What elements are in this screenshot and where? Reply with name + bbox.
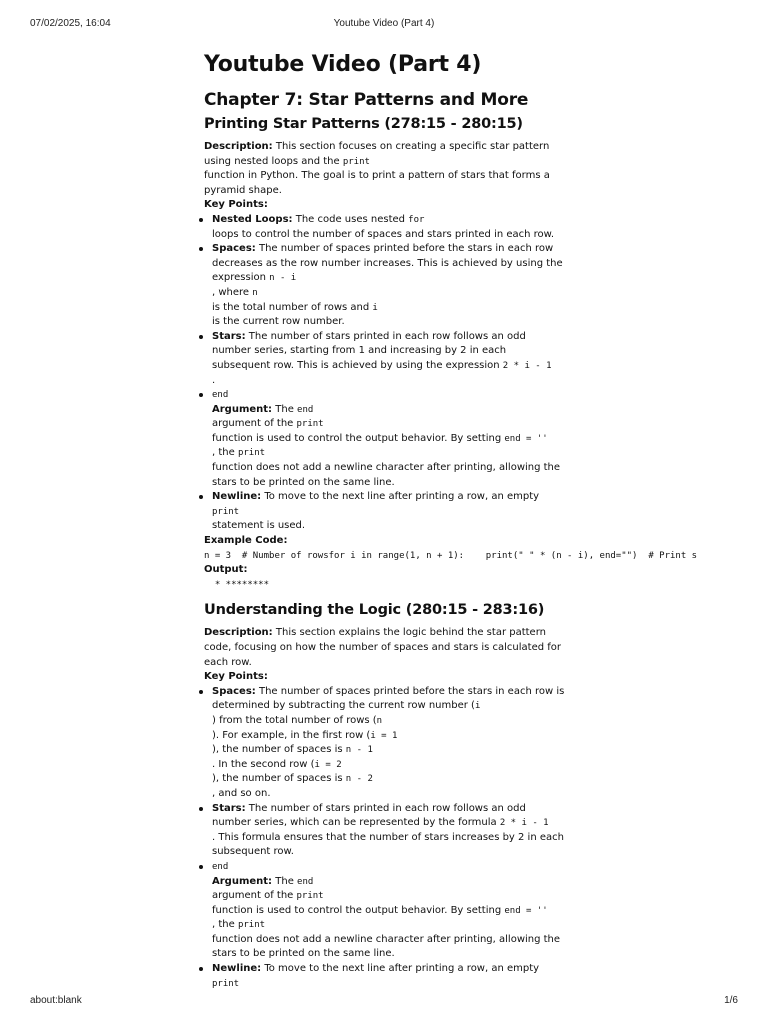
inline-code: print — [342, 156, 370, 167]
inline-code: i — [474, 701, 481, 712]
inline-code: n - i — [269, 273, 297, 284]
item-text: function does not add a newline character after printing, allowing the stars to be printed on the same line. — [212, 462, 561, 488]
item-text: is the total number of rows and — [212, 301, 373, 313]
item-label: Argument: — [212, 403, 273, 415]
inline-code: i — [372, 302, 378, 313]
item-text: function is used to control the output behavior. By setting — [212, 904, 505, 916]
inline-code: print — [296, 419, 324, 430]
list-item-stars — [204, 330, 566, 388]
section1-description — [204, 140, 566, 213]
item-label: Stars: — [212, 330, 246, 342]
inline-code: end — [212, 861, 229, 872]
item-text: ), the number of spaces is — [212, 773, 346, 785]
item-text: To move to the next line after printing a row, an empty — [261, 963, 540, 975]
item-label: Spaces: — [212, 243, 256, 255]
inline-code: end — [297, 404, 314, 415]
section2-description — [204, 626, 566, 684]
inline-code: i = 1 — [370, 730, 398, 741]
list-item-nested-loops — [204, 213, 566, 242]
item-label: Newline: — [212, 491, 262, 503]
item-text: . — [212, 374, 216, 386]
inline-code: 2 * i - 1 — [502, 360, 552, 371]
description-text: This section focuses on creating a specific star pattern using nested loops and the — [204, 141, 550, 167]
item-text: argument of the — [212, 890, 297, 902]
section2-key-points — [204, 685, 734, 991]
item-text: The number of spaces printed before the stars in each row decreases as the row number increases. This is achieved by using the expression — [212, 243, 563, 284]
print-datetime: 07/02/2025, 16:04 — [30, 18, 111, 29]
key-points-label: Key Points: — [204, 199, 268, 211]
output-label: Output: — [204, 564, 248, 576]
example-code-block: n = 3 # Number of rowsfor i in range(1, n + 1): print(" " * (n - i), end="") # Print s — [204, 550, 698, 561]
item-text: . This formula ensures that the number of stars increases by 2 in each subsequent row. — [212, 831, 564, 858]
print-tab-title: Youtube Video (Part 4) — [333, 18, 435, 29]
item-text: , where — [212, 286, 253, 298]
list-item-spaces — [204, 242, 566, 330]
list-item-newline — [204, 490, 566, 534]
item-label: Newline: — [212, 963, 262, 975]
list-item-end-argument — [204, 388, 566, 490]
item-text: The number of stars printed in each row follows an odd number series, which can be represented by the formula — [212, 802, 526, 829]
inline-code: print — [212, 506, 240, 517]
page-title: Youtube Video (Part 4) — [204, 52, 482, 77]
print-url: about:blank — [30, 995, 82, 1006]
key-points-label: Key Points: — [204, 671, 268, 683]
section-heading-understanding-logic: Understanding the Logic (280:15 - 283:16) — [204, 602, 545, 619]
output-code-block: * ******** — [204, 579, 270, 590]
item-text: function does not add a newline character after printing, allowing the stars to be printed on the same line. — [212, 933, 561, 960]
document-body — [204, 50, 734, 991]
item-text: . In the second row ( — [212, 758, 315, 770]
list-item-newline — [204, 962, 566, 991]
inline-code: end — [212, 390, 229, 401]
print-footer — [30, 995, 738, 1009]
item-text: ), the number of spaces is — [212, 744, 346, 756]
item-text: loops to control the number of spaces and stars printed in each row. — [212, 228, 555, 240]
inline-code: for — [408, 214, 425, 225]
item-text: statement is used. — [212, 520, 306, 532]
item-label: Stars: — [212, 802, 246, 814]
example-code-label: Example Code: — [204, 535, 288, 547]
item-text: , and so on. — [212, 787, 271, 799]
item-text: To move to the next line after printing a row, an empty — [261, 491, 540, 503]
list-item-stars — [204, 802, 566, 860]
inline-code: i = 2 — [314, 759, 342, 770]
inline-code: print — [296, 891, 324, 902]
item-text: ). For example, in the first row ( — [212, 729, 371, 741]
item-text: The number of stars printed in each row follows an odd number series, starting from 1 and increasing by 2 in each subsequent row. This is achieved by using the expression — [212, 330, 526, 371]
print-header — [30, 18, 738, 32]
inline-code: print — [212, 978, 240, 989]
page-number: 1/6 — [724, 995, 738, 1006]
description-text: function in Python. The goal is to print a pattern of stars that forms a pyramid shape. — [204, 170, 550, 196]
list-item-spaces — [204, 685, 566, 802]
inline-code: print — [237, 448, 266, 459]
item-label: Nested Loops: — [212, 213, 293, 225]
item-label: Argument: — [212, 875, 273, 887]
inline-code: n — [376, 715, 383, 726]
inline-code: end = '' — [504, 905, 548, 916]
description-label: Description: — [204, 627, 273, 639]
item-label: Spaces: — [212, 685, 256, 697]
inline-code: n - 1 — [345, 745, 373, 756]
inline-code: end = '' — [504, 433, 548, 444]
list-item-end-argument — [204, 860, 566, 962]
item-text: is the current row number. — [212, 316, 345, 328]
section-heading-printing-star-patterns: Printing Star Patterns (278:15 - 280:15) — [204, 116, 523, 132]
description-label: Description: — [204, 141, 273, 152]
item-text: The number of spaces printed before the stars in each row is determined by subtracting the current row number ( — [212, 685, 565, 712]
item-text: ) from the total number of rows ( — [212, 714, 377, 726]
inline-code: end — [297, 876, 314, 887]
item-text: , the — [212, 919, 238, 931]
item-text: function is used to control the output behavior. By setting — [212, 432, 505, 444]
item-text: argument of the — [212, 418, 297, 430]
item-text: The — [272, 875, 298, 887]
inline-code: n — [252, 287, 258, 298]
description-text: This section explains the logic behind the star pattern code, focusing on how the number of spaces and stars is calculated for each row. — [204, 627, 562, 668]
item-text: The — [272, 403, 298, 415]
chapter-heading: Chapter 7: Star Patterns and More — [204, 90, 529, 110]
item-text: The code uses nested — [292, 213, 409, 225]
section1-key-points — [204, 213, 734, 534]
inline-code: n - 2 — [345, 774, 373, 785]
inline-code: print — [237, 920, 266, 931]
item-text: , the — [212, 447, 238, 459]
inline-code: 2 * i - 1 — [499, 818, 549, 829]
